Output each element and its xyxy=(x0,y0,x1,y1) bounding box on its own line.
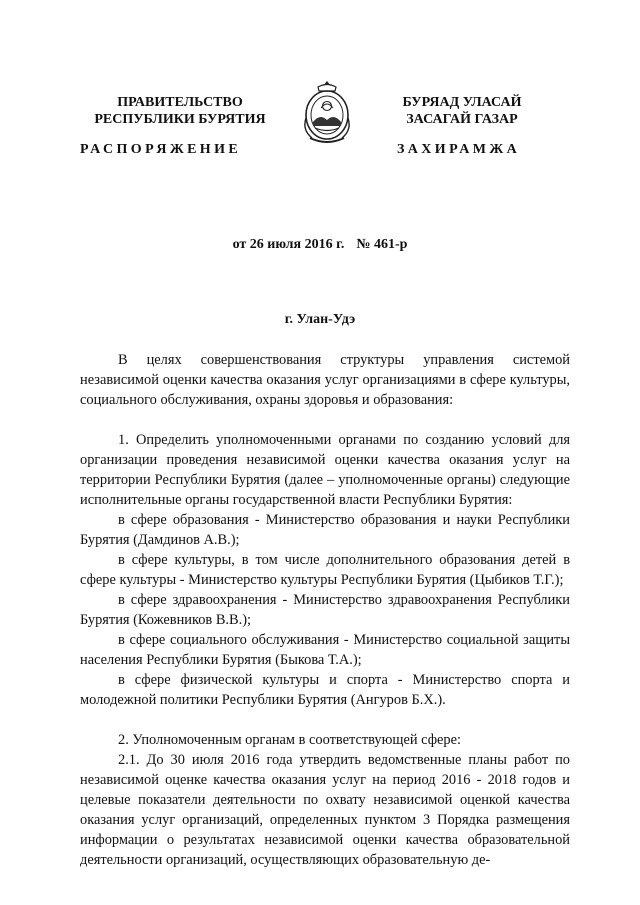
document-city: г. Улан-Удэ xyxy=(284,312,356,327)
government-name-bua-line1: БУРЯАД УЛАСАЙ xyxy=(402,95,522,110)
date-number-line xyxy=(0,237,640,253)
government-name-bua xyxy=(372,94,552,128)
paragraph-healthcare: в сфере здравоохранения - Министерство здравоохранения Республики Бурятия (Кожевников В.В.); xyxy=(80,592,570,628)
document-type-ru: РАСПОРЯЖЕНИЕ xyxy=(80,142,242,157)
document-number: № 461-р xyxy=(356,237,408,252)
paragraph-culture: в сфере культуры, в том числе дополнительного образования детей в сфере культуры - Министерство культуры Республики Бурятия (Цыбиков Т.Г.); xyxy=(80,552,570,588)
paragraph-item-1: 1. Определить уполномоченными органами по созданию условий для организации проведения независимой оценки качества оказания услуг на территории Республики Бурятия (далее – уполномоченные органы) следующие исполнительные органы государственной власти Республики Бурятия: xyxy=(80,432,570,508)
coat-of-arms-icon xyxy=(298,78,356,146)
government-name-ru-line1: ПРАВИТЕЛЬСТВО xyxy=(117,95,243,110)
government-name-ru xyxy=(80,94,280,128)
paragraph-sport: в сфере физической культуры и спорта - Министерство спорта и молодежной политики Республики Бурятия (Ангуров Б.Х.). xyxy=(80,672,570,708)
document-date: от 26 июля 2016 г. xyxy=(232,237,345,252)
paragraph-item-2: 2. Уполномоченным органам в соответствующей сфере: xyxy=(118,732,462,748)
paragraph-social-services: в сфере социального обслуживания - Министерство социальной защиты населения Республики Бурятия (Быкова Т.А.); xyxy=(80,632,570,668)
paragraph-education: в сфере образования - Министерство образования и науки Республики Бурятия (Дамдинов А.В.); xyxy=(80,512,570,548)
government-name-bua-line2: ЗАСАГАЙ ГАЗАР xyxy=(406,112,518,127)
government-name-ru-line2: РЕСПУБЛИКИ БУРЯТИЯ xyxy=(94,112,266,127)
paragraph-item-2-1: 2.1. До 30 июля 2016 года утвердить ведомственные планы работ по независимой оценке качества оказания услуг на период 2016 - 2018 годов и целевые показатели деятельности по охвату независимой оценкой качества оказания услуг организаций, определенных пунктом 3 Порядка размещения информации о результатах независимой оценки качества образовательной деятельности организаций, осуществляющих образовательную де- xyxy=(80,752,570,868)
document-body xyxy=(80,350,570,870)
paragraph-preamble: В целях совершенствования структуры управления системой независимой оценки качества оказания услуг организациями в сфере культуры, социального обслуживания, охраны здоровья и образования: xyxy=(80,352,570,408)
document-type-bua: ЗАХИРАМЖА xyxy=(397,142,521,157)
